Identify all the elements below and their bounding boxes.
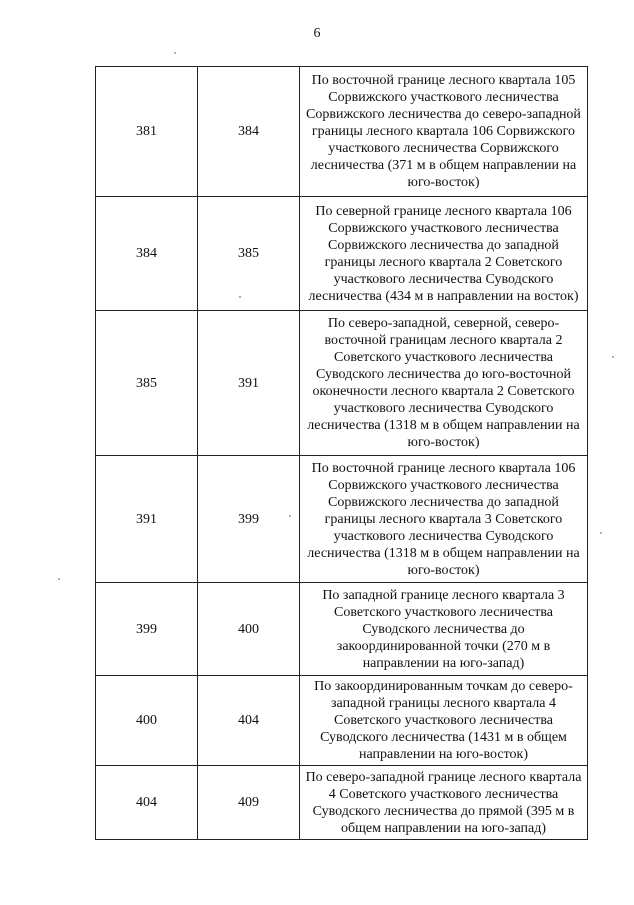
point-to: 385 bbox=[198, 197, 300, 311]
page-number: 6 bbox=[313, 26, 321, 41]
boundary-description: По северо-западной, северной, северо-восточной границам лесного квартала 2 Советского участкового лесничества Суводского лесничества до юго-восточной оконечности лесного квартала 2 Советского участкового лесничества Суводского лесничества (1318 м в общем направлении на юго-восток) bbox=[300, 311, 588, 456]
scan-speck bbox=[600, 532, 602, 534]
table-row bbox=[96, 456, 588, 583]
boundary-description: По восточной границе лесного квартала 105 Сорвижского участкового лесничества Сорвижского лесничества до северо-западной границы лесного квартала 106 Сорвижского участкового лесничества Сорвижского лесничества (371 м в общем направлении на юго-восток) bbox=[300, 67, 588, 197]
table-row bbox=[96, 67, 588, 197]
point-to: 384 bbox=[198, 67, 300, 197]
point-to: 399 bbox=[198, 456, 300, 583]
point-from: 400 bbox=[96, 676, 198, 766]
table-row bbox=[96, 583, 588, 676]
scan-speck bbox=[174, 52, 176, 54]
point-to: 409 bbox=[198, 766, 300, 840]
scan-speck bbox=[612, 356, 614, 358]
point-from: 384 bbox=[96, 197, 198, 311]
scan-speck bbox=[289, 515, 291, 517]
point-from: 385 bbox=[96, 311, 198, 456]
boundary-description: По западной границе лесного квартала 3 Советского участкового лесничества Суводского лесничества до закоординированной точки (270 м в направлении на юго-запад) bbox=[300, 583, 588, 676]
boundary-description: По закоординированным точкам до северо-западной границы лесного квартала 4 Советского участкового лесничества Суводского лесничества (1431 м в общем направлении на юго-восток) bbox=[300, 676, 588, 766]
table-row bbox=[96, 766, 588, 840]
point-from: 399 bbox=[96, 583, 198, 676]
point-from: 391 bbox=[96, 456, 198, 583]
table-row bbox=[96, 676, 588, 766]
point-to: 404 bbox=[198, 676, 300, 766]
point-to: 400 bbox=[198, 583, 300, 676]
boundary-table bbox=[95, 66, 588, 840]
point-to: 391 bbox=[198, 311, 300, 456]
point-from: 404 bbox=[96, 766, 198, 840]
boundary-description: По восточной границе лесного квартала 106 Сорвижского участкового лесничества Сорвижского лесничества до западной границы лесного квартала 3 Советского участкового лесничества Суводского лесничества (1318 м в общем направлении на юго-восток) bbox=[300, 456, 588, 583]
scan-speck bbox=[58, 578, 60, 580]
scan-speck bbox=[239, 296, 241, 298]
boundary-description: По северо-западной границе лесного квартала 4 Советского участкового лесничества Суводского лесничества до прямой (395 м в общем направлении на юго-запад) bbox=[300, 766, 588, 840]
table-row bbox=[96, 311, 588, 456]
point-from: 381 bbox=[96, 67, 198, 197]
table-row bbox=[96, 197, 588, 311]
boundary-description: По северной границе лесного квартала 106 Сорвижского участкового лесничества Сорвижского лесничества до западной границы лесного квартала 2 Советского участкового лесничества Суводского лесничества (434 м в направлении на восток) bbox=[300, 197, 588, 311]
